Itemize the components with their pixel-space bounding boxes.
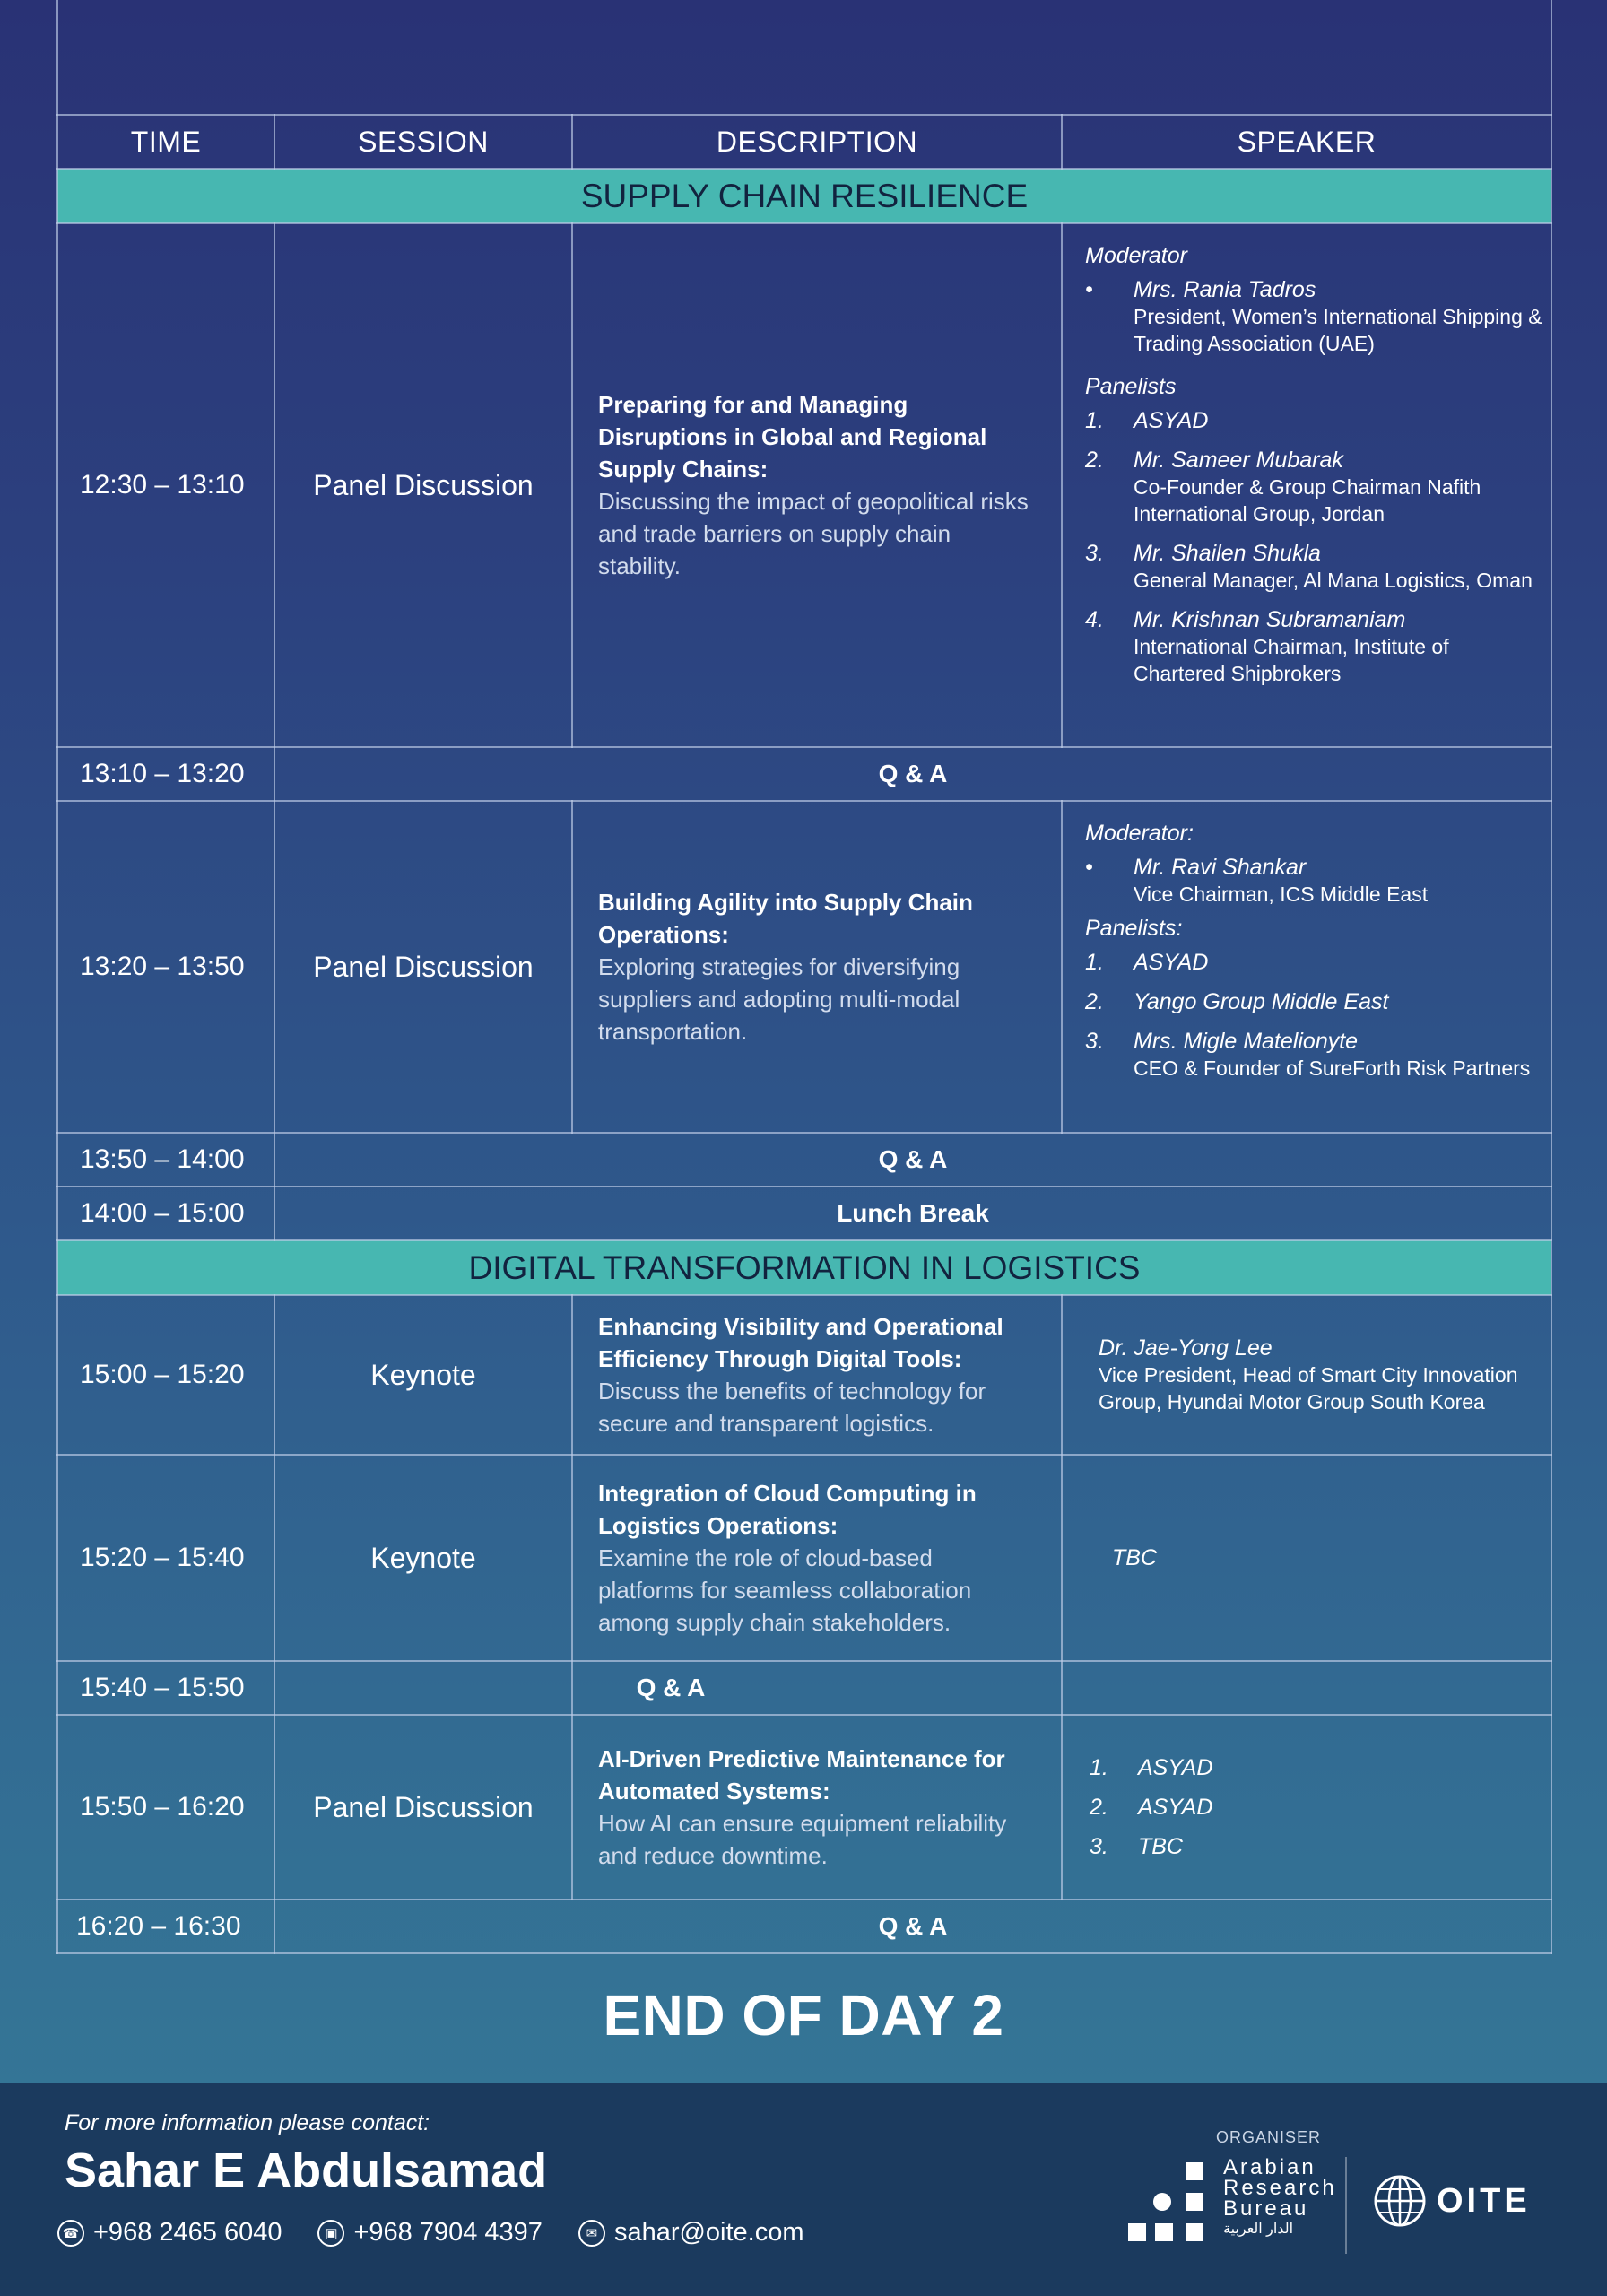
table-row (57, 223, 1551, 747)
moderator-item (1085, 854, 1543, 908)
description-body: How AI can ensure equipment reliability and reduce downtime. (598, 1810, 1007, 1869)
description-title: Integration of Cloud Computing in Logistics Operations: (598, 1480, 977, 1539)
row-time: 13:10 – 13:20 (57, 747, 274, 801)
header-speaker: SPEAKER (1062, 115, 1551, 169)
header-description: DESCRIPTION (572, 115, 1062, 169)
row-time: 15:20 – 15:40 (57, 1455, 274, 1661)
description-title: Enhancing Visibility and Operational Efficiency Through Digital Tools: (598, 1313, 1003, 1372)
row-session: Keynote (274, 1295, 572, 1455)
description-body: Exploring strategies for diversifying suppliers and adopting multi-modal transportation. (598, 953, 960, 1045)
panelist-number: 1. (1085, 408, 1104, 433)
email-address[interactable]: sahar@oite.com (613, 2218, 804, 2247)
row-speakers (1062, 223, 1551, 747)
logo-dot (1153, 2193, 1171, 2211)
speaker-name: ASYAD (1134, 408, 1209, 433)
row-time: 13:20 – 13:50 (57, 801, 274, 1133)
row-session: Panel Discussion (274, 801, 572, 1133)
panelist-number: 3. (1085, 541, 1104, 566)
panelist-item (1090, 1833, 1543, 1860)
table-row (57, 1900, 1551, 1953)
logo-square (1128, 2223, 1146, 2241)
speaker-name: Dr. Jae-Yong Lee (1099, 1335, 1273, 1361)
contact-name: Sahar E Abdulsamad (65, 2144, 548, 2197)
arabian-research-bureau-wordmark (1223, 2157, 1337, 2239)
row-time: 15:00 – 15:20 (57, 1295, 274, 1455)
mobile-icon: ▣ (317, 2220, 344, 2247)
speaker-name: Yango Group Middle East (1134, 989, 1389, 1014)
email-contact[interactable] (578, 2218, 804, 2248)
logo-square (1186, 2193, 1203, 2211)
row-time: 13:50 – 14:00 (57, 1133, 274, 1187)
table-row (57, 1295, 1551, 1455)
speaker-name: Mrs. Migle Matelionyte (1134, 1029, 1359, 1054)
bullet: • (1085, 277, 1093, 302)
qa-label: Q & A (636, 1674, 706, 1701)
description-title: Preparing for and Managing Disruptions in Global and Regional Supply Chains: (598, 391, 987, 483)
oite-wordmark: OITE (1437, 2181, 1531, 2220)
panelist-item (1085, 447, 1543, 527)
organiser-label: ORGANISER (1216, 2128, 1322, 2146)
email-icon: ✉ (578, 2220, 605, 2247)
panelist-item (1085, 988, 1543, 1015)
table-row (57, 1455, 1551, 1661)
contact-label: For more information please contact: (65, 2110, 430, 2135)
speaker-role: International Chairman, Institute of Chartered Shipbrokers (1134, 635, 1449, 685)
phone-contact[interactable] (57, 2218, 282, 2248)
mobile-number[interactable]: +968 7904 4397 (353, 2218, 543, 2247)
logo-square (1186, 2162, 1203, 2180)
panelist-item (1090, 1794, 1543, 1821)
row-description (572, 1295, 1062, 1455)
row-speakers (1062, 1455, 1551, 1661)
panelist-item (1085, 606, 1543, 687)
row-speakers (1062, 1715, 1551, 1900)
qa-label: Q & A (274, 1133, 1551, 1187)
speaker-name: Mrs. Rania Tadros (1134, 277, 1316, 302)
table-row (57, 1133, 1551, 1187)
description-title: Building Agility into Supply Chain Operations: (598, 889, 973, 948)
row-description (572, 1715, 1062, 1900)
table-row (57, 1715, 1551, 1900)
panelist-number: 2. (1090, 1795, 1108, 1820)
speaker-role: President, Women’s International Shipping & Trading Association (UAE) (1134, 305, 1542, 355)
description-title: AI-Driven Predictive Maintenance for Automated Systems: (598, 1745, 1005, 1805)
panelist-number: 3. (1090, 1834, 1108, 1859)
qa-label: Q & A (274, 1900, 1551, 1953)
row-description (572, 223, 1062, 747)
lunch-break-label: Lunch Break (274, 1187, 1551, 1240)
speaker-name: TBC (1112, 1545, 1157, 1570)
logo-text-line: Research (1223, 2176, 1337, 2200)
footer (0, 2083, 1607, 2296)
row-time: 14:00 – 15:00 (57, 1187, 274, 1240)
row-speakers (1062, 1295, 1551, 1455)
speaker-role: CEO & Founder of SureForth Risk Partners (1134, 1057, 1531, 1080)
row-time: 16:20 – 16:30 (57, 1900, 274, 1953)
panelist-item (1085, 949, 1543, 976)
panelist-number: 2. (1085, 989, 1104, 1014)
speaker-role: Co-Founder & Group Chairman Nafith International Group, Jordan (1134, 475, 1481, 526)
qa-label: Q & A (274, 747, 1551, 801)
description-body: Discussing the impact of geopolitical risks and trade barriers on supply chain stability. (598, 488, 1029, 579)
section-title: DIGITAL TRANSFORMATION IN LOGISTICS (57, 1240, 1551, 1295)
row-time: 12:30 – 13:10 (57, 223, 274, 747)
speaker-name: ASYAD (1138, 1795, 1213, 1820)
table-row (57, 1187, 1551, 1240)
speaker-name: Mr. Shailen Shukla (1134, 541, 1321, 566)
phone-number[interactable]: +968 2465 6040 (93, 2218, 282, 2247)
table-row (57, 1661, 1551, 1715)
row-session: Panel Discussion (274, 223, 572, 747)
empty-cell (1062, 1661, 1551, 1715)
logo-text-arabic: الدار العربية (1223, 2222, 1294, 2237)
description-body: Discuss the benefits of technology for secure and transparent logistics. (598, 1378, 986, 1437)
panelist-number: 1. (1085, 950, 1104, 975)
row-session: Panel Discussion (274, 1715, 572, 1900)
oite-logo (1372, 2173, 1531, 2229)
bullet: • (1085, 855, 1093, 880)
row-speakers (1062, 801, 1551, 1133)
table-top-spacer (57, 0, 1551, 115)
panelist-number: 2. (1085, 448, 1104, 473)
speaker-name: Mr. Ravi Shankar (1134, 855, 1307, 880)
logo-text-line: Arabian (1223, 2155, 1316, 2179)
phone-icon: ☎ (57, 2220, 84, 2247)
speaker-name: Mr. Krishnan Subramaniam (1134, 607, 1406, 632)
speaker-name: ASYAD (1138, 1755, 1213, 1780)
speaker-name: Mr. Sameer Mubarak (1134, 448, 1343, 473)
table-row (57, 747, 1551, 801)
panelist-number: 3. (1085, 1029, 1104, 1054)
globe-icon (1372, 2173, 1428, 2229)
table-row (57, 801, 1551, 1133)
row-description (572, 1455, 1062, 1661)
section-row (57, 1240, 1551, 1295)
speaker-role: Vice President, Head of Smart City Innovation Group, Hyundai Motor Group South Korea (1099, 1363, 1518, 1413)
panelist-number: 4. (1085, 607, 1104, 632)
section-title: SUPPLY CHAIN RESILIENCE (57, 169, 1551, 223)
contact-details (57, 2218, 840, 2248)
end-of-day-title: END OF DAY 2 (603, 1983, 1004, 2048)
panelists-label: Panelists (1085, 374, 1177, 399)
logo-text-line: Bureau (1223, 2196, 1309, 2221)
row-time: 15:50 – 16:20 (57, 1715, 274, 1900)
moderator-item (1085, 276, 1543, 357)
panelist-number: 1. (1090, 1755, 1108, 1780)
header-time: TIME (57, 115, 274, 169)
header-session: SESSION (274, 115, 572, 169)
qa-cell (572, 1661, 1062, 1715)
logo-square (1186, 2223, 1203, 2241)
logo-divider (1345, 2157, 1347, 2254)
panelist-item (1085, 407, 1543, 434)
row-description (572, 801, 1062, 1133)
speaker-name: TBC (1138, 1834, 1183, 1859)
description-body: Examine the role of cloud-based platforms for seamless collaboration among supply chain stakeholders. (598, 1544, 972, 1636)
row-session: Keynote (274, 1455, 572, 1661)
logo-square (1155, 2223, 1173, 2241)
mobile-contact[interactable] (317, 2218, 542, 2248)
moderator-label: Moderator (1085, 243, 1187, 268)
table-header-row (57, 115, 1551, 169)
panelist-item (1085, 540, 1543, 594)
section-row (57, 169, 1551, 223)
agenda-table (56, 0, 1552, 1954)
panelist-item (1090, 1754, 1543, 1781)
panelists-label: Panelists: (1085, 916, 1183, 941)
panelist-item (1085, 1028, 1543, 1082)
speaker-role: General Manager, Al Mana Logistics, Oman (1134, 569, 1533, 592)
speaker-role: Vice Chairman, ICS Middle East (1134, 883, 1429, 906)
moderator-label: Moderator: (1085, 821, 1194, 846)
row-time: 15:40 – 15:50 (57, 1661, 274, 1715)
speaker-name: ASYAD (1134, 950, 1209, 975)
table-top-row (57, 0, 1551, 115)
